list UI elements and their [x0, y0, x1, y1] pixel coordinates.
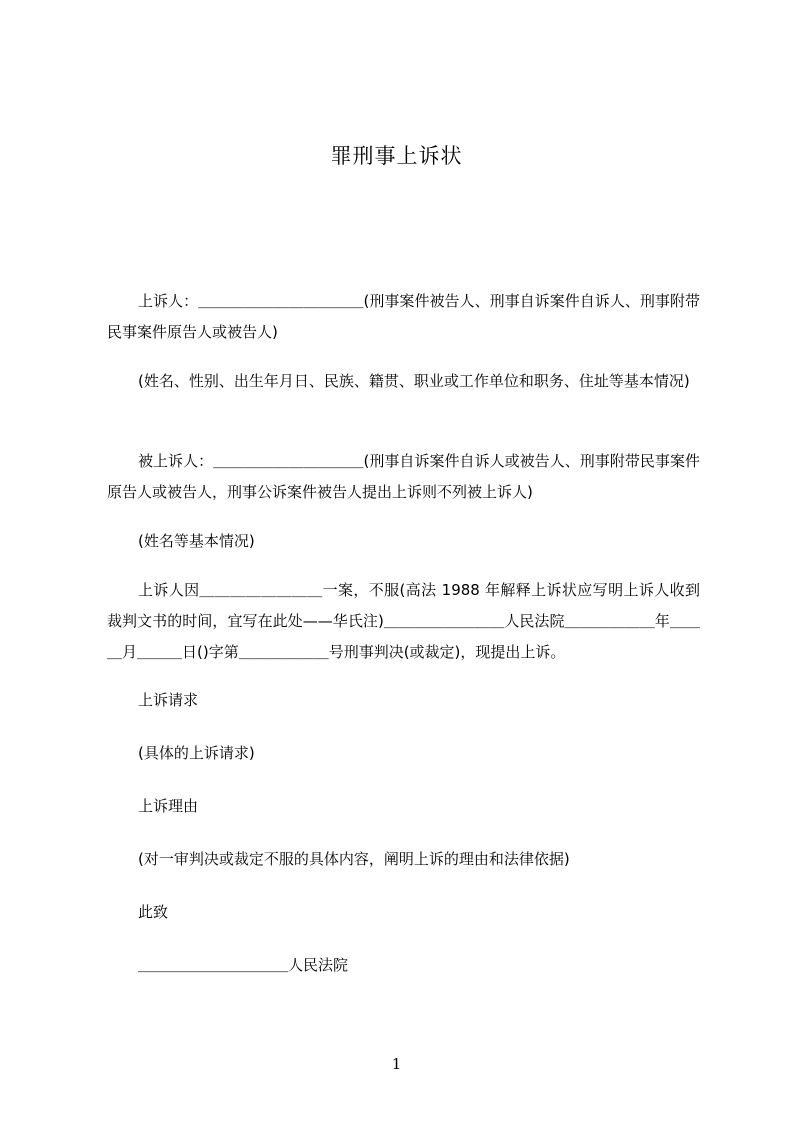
document-title: 罪刑事上诉状	[330, 144, 463, 168]
case-statement-paragraph: 上诉人因＿＿＿＿＿＿＿＿一案，不服(高法 1988 年解释上诉状应写明上诉人收到裁判文书的时间，宜写在此处——华氏注)＿＿＿＿＿＿＿＿人民法院＿＿＿＿＿＿年＿＿＿月＿＿＿日()字第＿＿＿＿＿＿号刑事判决(或裁定)，现提出上诉。	[107, 581, 700, 661]
appellee-info-paragraph: (姓名等基本情况)	[138, 532, 255, 550]
appeal-request-content: (具体的上诉请求)	[138, 744, 255, 762]
salutation: 此致	[138, 903, 169, 921]
appellee-paragraph: 被上诉人：＿＿＿＿＿＿＿＿＿＿(刑事自诉案件自诉人或被告人、刑事附带民事案件原告人或被告人，刑事公诉案件被告人提出上诉则不列被上诉人)	[107, 452, 700, 501]
appeal-reason-heading: 上诉理由	[138, 797, 199, 815]
page-number: 1	[391, 1055, 402, 1073]
appellant-paragraph: 上诉人：＿＿＿＿＿＿＿＿＿＿＿(刑事案件被告人、刑事自诉案件自诉人、刑事附带民事案件原告人或被告人)	[107, 292, 700, 341]
court-address-line: ＿＿＿＿＿＿＿＿＿＿人民法院	[138, 956, 349, 974]
appellant-info-paragraph: (姓名、性别、出生年月日、民族、籍贯、职业或工作单位和职务、住址等基本情况)	[138, 372, 690, 390]
appeal-reason-content: (对一审判决或裁定不服的具体内容，阐明上诉的理由和法律依据)	[138, 850, 570, 868]
appeal-request-heading: 上诉请求	[138, 691, 199, 709]
